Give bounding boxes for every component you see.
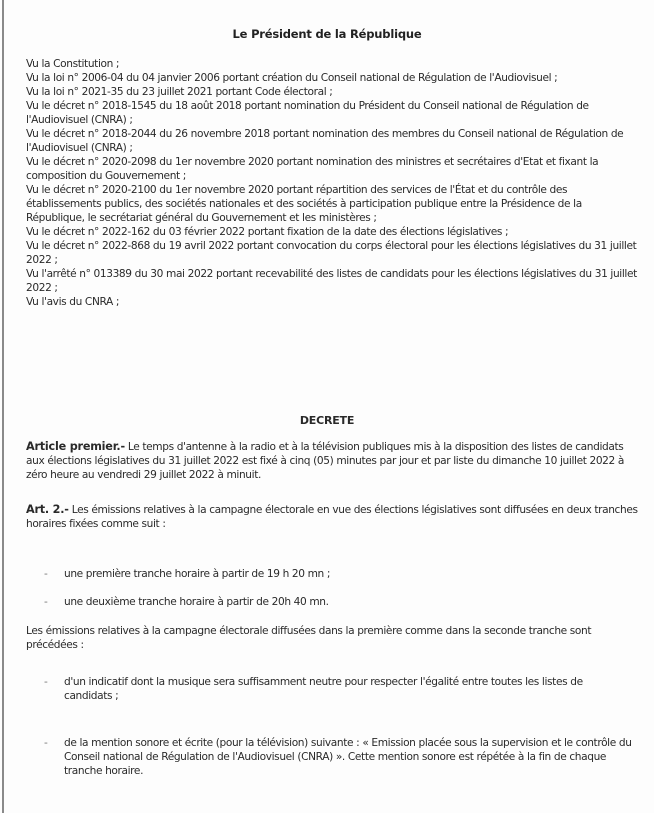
decrete-heading: DECRETE: [299, 414, 355, 427]
bullet-item: [44, 567, 654, 581]
bullet-text: de la mention sonore et écrite (pour la télévision) suivante : « Emission placée sous la supervision et le contrôle du Conseil national de Régulation de l'Audiovisuel (CNRA) ». Cette mention sonore est répétée à la fin de chaque tranche horaire.: [64, 737, 632, 777]
visa-item: Vu le décret n° 2018-1545 du 18 août 2018 portant nomination du Président du Conseil national de Régulation de l'Audiovisuel (CNRA) ;: [26, 100, 589, 126]
bullet-text: une deuxième tranche horaire à partir de 20h 40 mn.: [64, 596, 329, 608]
document-title: Le Président de la République: [232, 27, 422, 41]
visas-list: [26, 57, 638, 309]
bullet-item: [44, 595, 654, 609]
visa-item: Vu le décret n° 2020-2098 du 1er novembre 2020 portant nomination des ministres et secrétaires d'Etat et fixant la composition du Gouvernement ;: [26, 156, 599, 182]
article-1-text: Le temps d'antenne à la radio et à la télévision publiques mis à la disposition des listes de candidats aux élections législatives du 31 juillet 2022 est fixé à cinq (05) minutes par jour et par liste du dimanche 10 juillet 2022 à zéro heure au vendredi 29 juillet 2022 à minuit.: [26, 441, 625, 481]
visa-item: Vu le décret n° 2018-2044 du 26 novembre 2018 portant nomination des membres du Conseil national de Régulation de l'Audiovisuel (CNRA) ;: [26, 128, 624, 154]
visa-item: Vu la loi n° 2021-35 du 23 juillet 2021 portant Code électoral ;: [26, 86, 333, 98]
bullet-item: [44, 675, 604, 703]
bullet-item: [44, 736, 634, 778]
article-1-label: Article premier.-: [26, 440, 125, 453]
visa-item: Vu le décret n° 2022-162 du 03 février 2022 portant fixation de la date des élections législatives ;: [26, 226, 509, 238]
visa-item: Vu la loi n° 2006-04 du 04 janvier 2006 portant création du Conseil national de Régulation de l'Audiovisuel ;: [26, 72, 558, 84]
dash-marker: -: [44, 737, 48, 749]
page-left-border: [2, 0, 4, 813]
article-2-label: Art. 2.-: [26, 503, 69, 516]
dash-marker: -: [44, 596, 48, 608]
visa-item: Vu l'arrêté n° 013389 du 30 mai 2022 portant recevabilité des listes de candidats pour les élections législatives du 31 juillet 2022 ;: [26, 268, 637, 294]
visa-item: Vu le décret n° 2020-2100 du 1er novembre 2020 portant répartition des services de l'État et du contrôle des établissements publics, des sociétés nationales et des sociétés à participation publique entre la Présidence de la République, le secrétariat général du Gouvernement et les ministères ;: [26, 184, 582, 224]
article-2-text: Les émissions relatives à la campagne électorale en vue des élections législatives sont diffusées en deux tranches horaires fixées comme suit :: [26, 504, 638, 530]
bullet-text: d'un indicatif dont la musique sera suffisamment neutre pour respecter l'égalité entre toutes les listes de candidats ;: [64, 676, 583, 702]
visa-item: Vu la Constitution ;: [26, 58, 120, 70]
article-2: [26, 503, 638, 531]
dash-marker: -: [44, 676, 48, 688]
visa-item: Vu l'avis du CNRA ;: [26, 296, 120, 308]
article-2-paragraph: Les émissions relatives à la campagne électorale diffusées dans la première comme dans la seconde tranche sont précédées :: [26, 625, 592, 651]
bullet-text: une première tranche horaire à partir de 19 h 20 mn ;: [64, 568, 331, 580]
article-1: [26, 440, 638, 482]
visa-item: Vu le décret n° 2022-868 du 19 avril 2022 portant convocation du corps électoral pour les élections législatives du 31 juillet 2022 ;: [26, 240, 637, 266]
dash-marker: -: [44, 568, 48, 580]
